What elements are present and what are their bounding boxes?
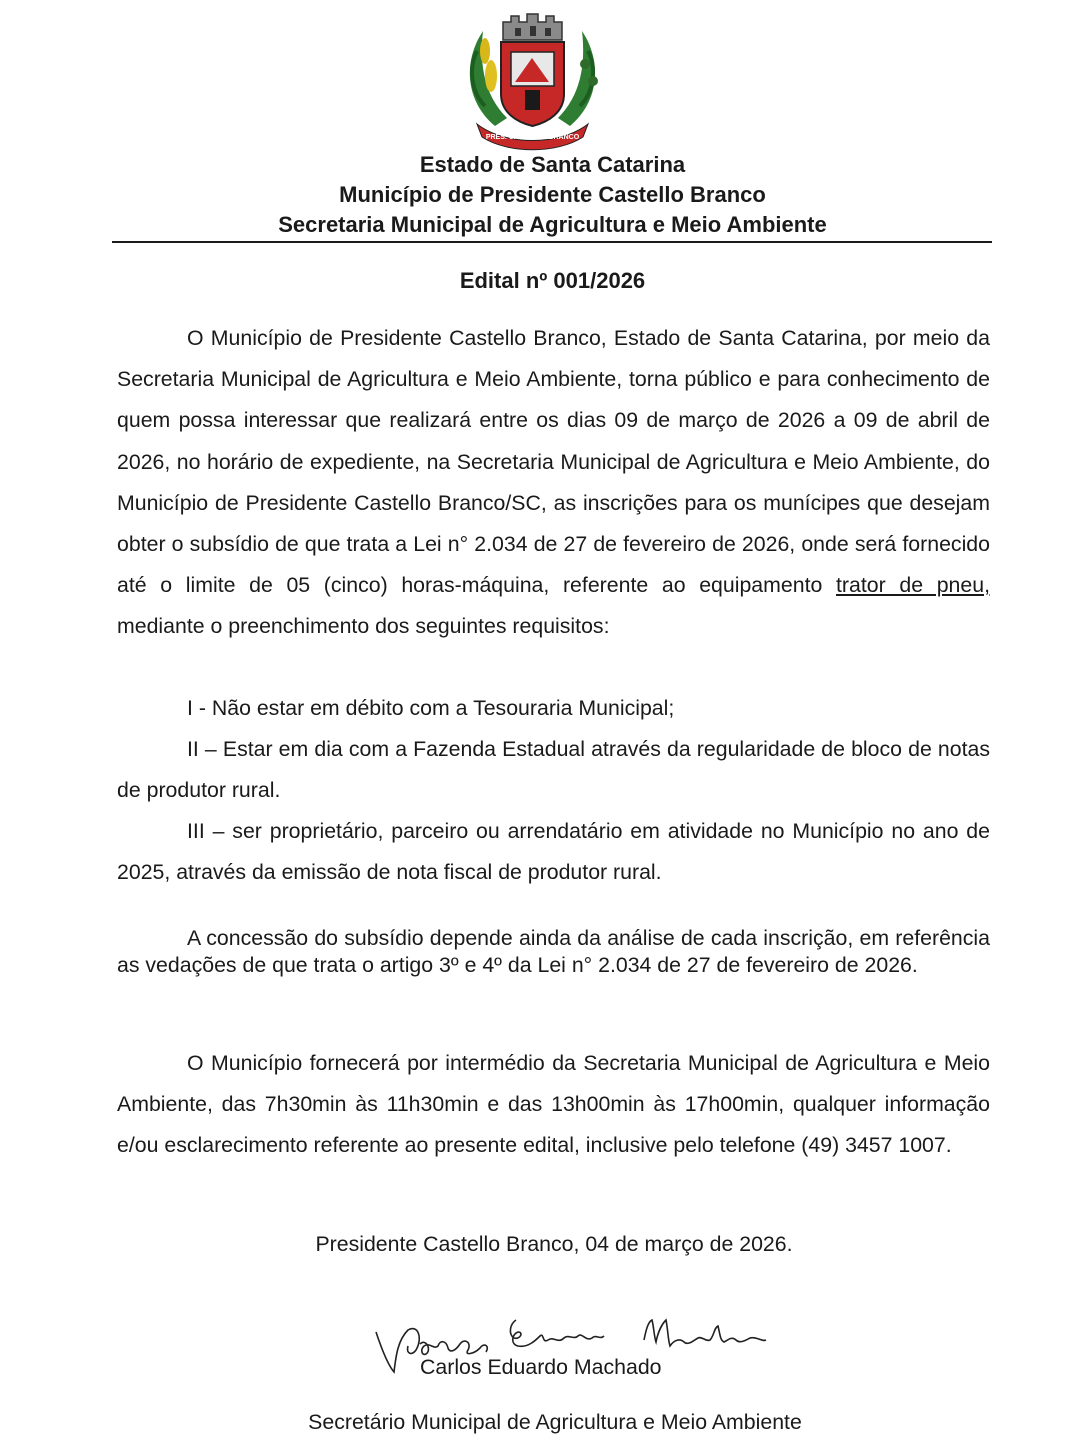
underlined-equipment: trator de pneu, <box>836 573 990 598</box>
crest-banner-text: PRES. CASTELLO BRANCO <box>485 134 580 141</box>
signer-title: Secretário Municipal de Agricultura e Meio Ambiente <box>308 1410 802 1434</box>
requirement-item: I - Não estar em débito com a Tesouraria Municipal; <box>187 696 675 720</box>
intro-text-end: mediante o preenchimento dos seguintes requisitos: <box>117 614 610 639</box>
header-divider <box>112 241 992 243</box>
signer-name: Carlos Eduardo Machado <box>420 1355 662 1379</box>
department-name: Secretaria Municipal de Agricultura e Meio Ambiente <box>278 212 827 237</box>
letterhead <box>110 150 995 240</box>
document-title: Edital nº 001/2026 <box>459 268 646 293</box>
place-and-date: Presidente Castello Branco, 04 de março de 2026. <box>315 1232 793 1256</box>
intro-text: O Município de Presidente Castello Branco, Estado de Santa Catarina, por meio da Secretaria Municipal de Agricultura e Meio Ambiente, torna público e para conhecimento de quem possa interessar que realizará entre os dias 09 de março de 2026 a 09 de abril de 2026, no horário de expediente, na Secretaria Municipal de Agricultura e Meio Ambiente, do Município de Presidente Castello Branco/SC, as inscrições para os munícipes que desejam obter o subsídio de que trata a Lei n° 2.034 de 27 de fevereiro de 2026, onde será fornecido até o limite de 05 (cinco) horas-máquina, referente ao equipamento <box>117 326 990 598</box>
municipal-coat-of-arms <box>455 6 610 151</box>
municipality-name: Município de Presidente Castello Branco <box>339 182 766 207</box>
state-name: Estado de Santa Catarina <box>419 152 686 177</box>
concession-paragraph: A concessão do subsídio depende ainda da análise de cada inscrição, em referência as vedações de que trata o artigo 3º e 4º da Lei n° 2.034 de 27 de fevereiro de 2026. <box>117 926 990 977</box>
contact-paragraph: O Município fornecerá por intermédio da Secretaria Municipal de Agricultura e Meio Ambiente, das 7h30min às 11h30min e das 13h00min às 17h00min, qualquer informação e/ou esclarecimento referente ao presente edital, inclusive pelo telefone (49) 3457 1007. <box>117 1051 990 1157</box>
intro-paragraph <box>117 318 990 648</box>
requirements-list <box>117 688 990 893</box>
requirement-item: II – Estar em dia com a Fazenda Estadual através da regularidade de bloco de notas de produtor rural. <box>117 737 990 802</box>
requirement-item: III – ser proprietário, parceiro ou arrendatário em atividade no Município no ano de 2025, através da emissão de nota fiscal de produtor rural. <box>117 819 990 884</box>
